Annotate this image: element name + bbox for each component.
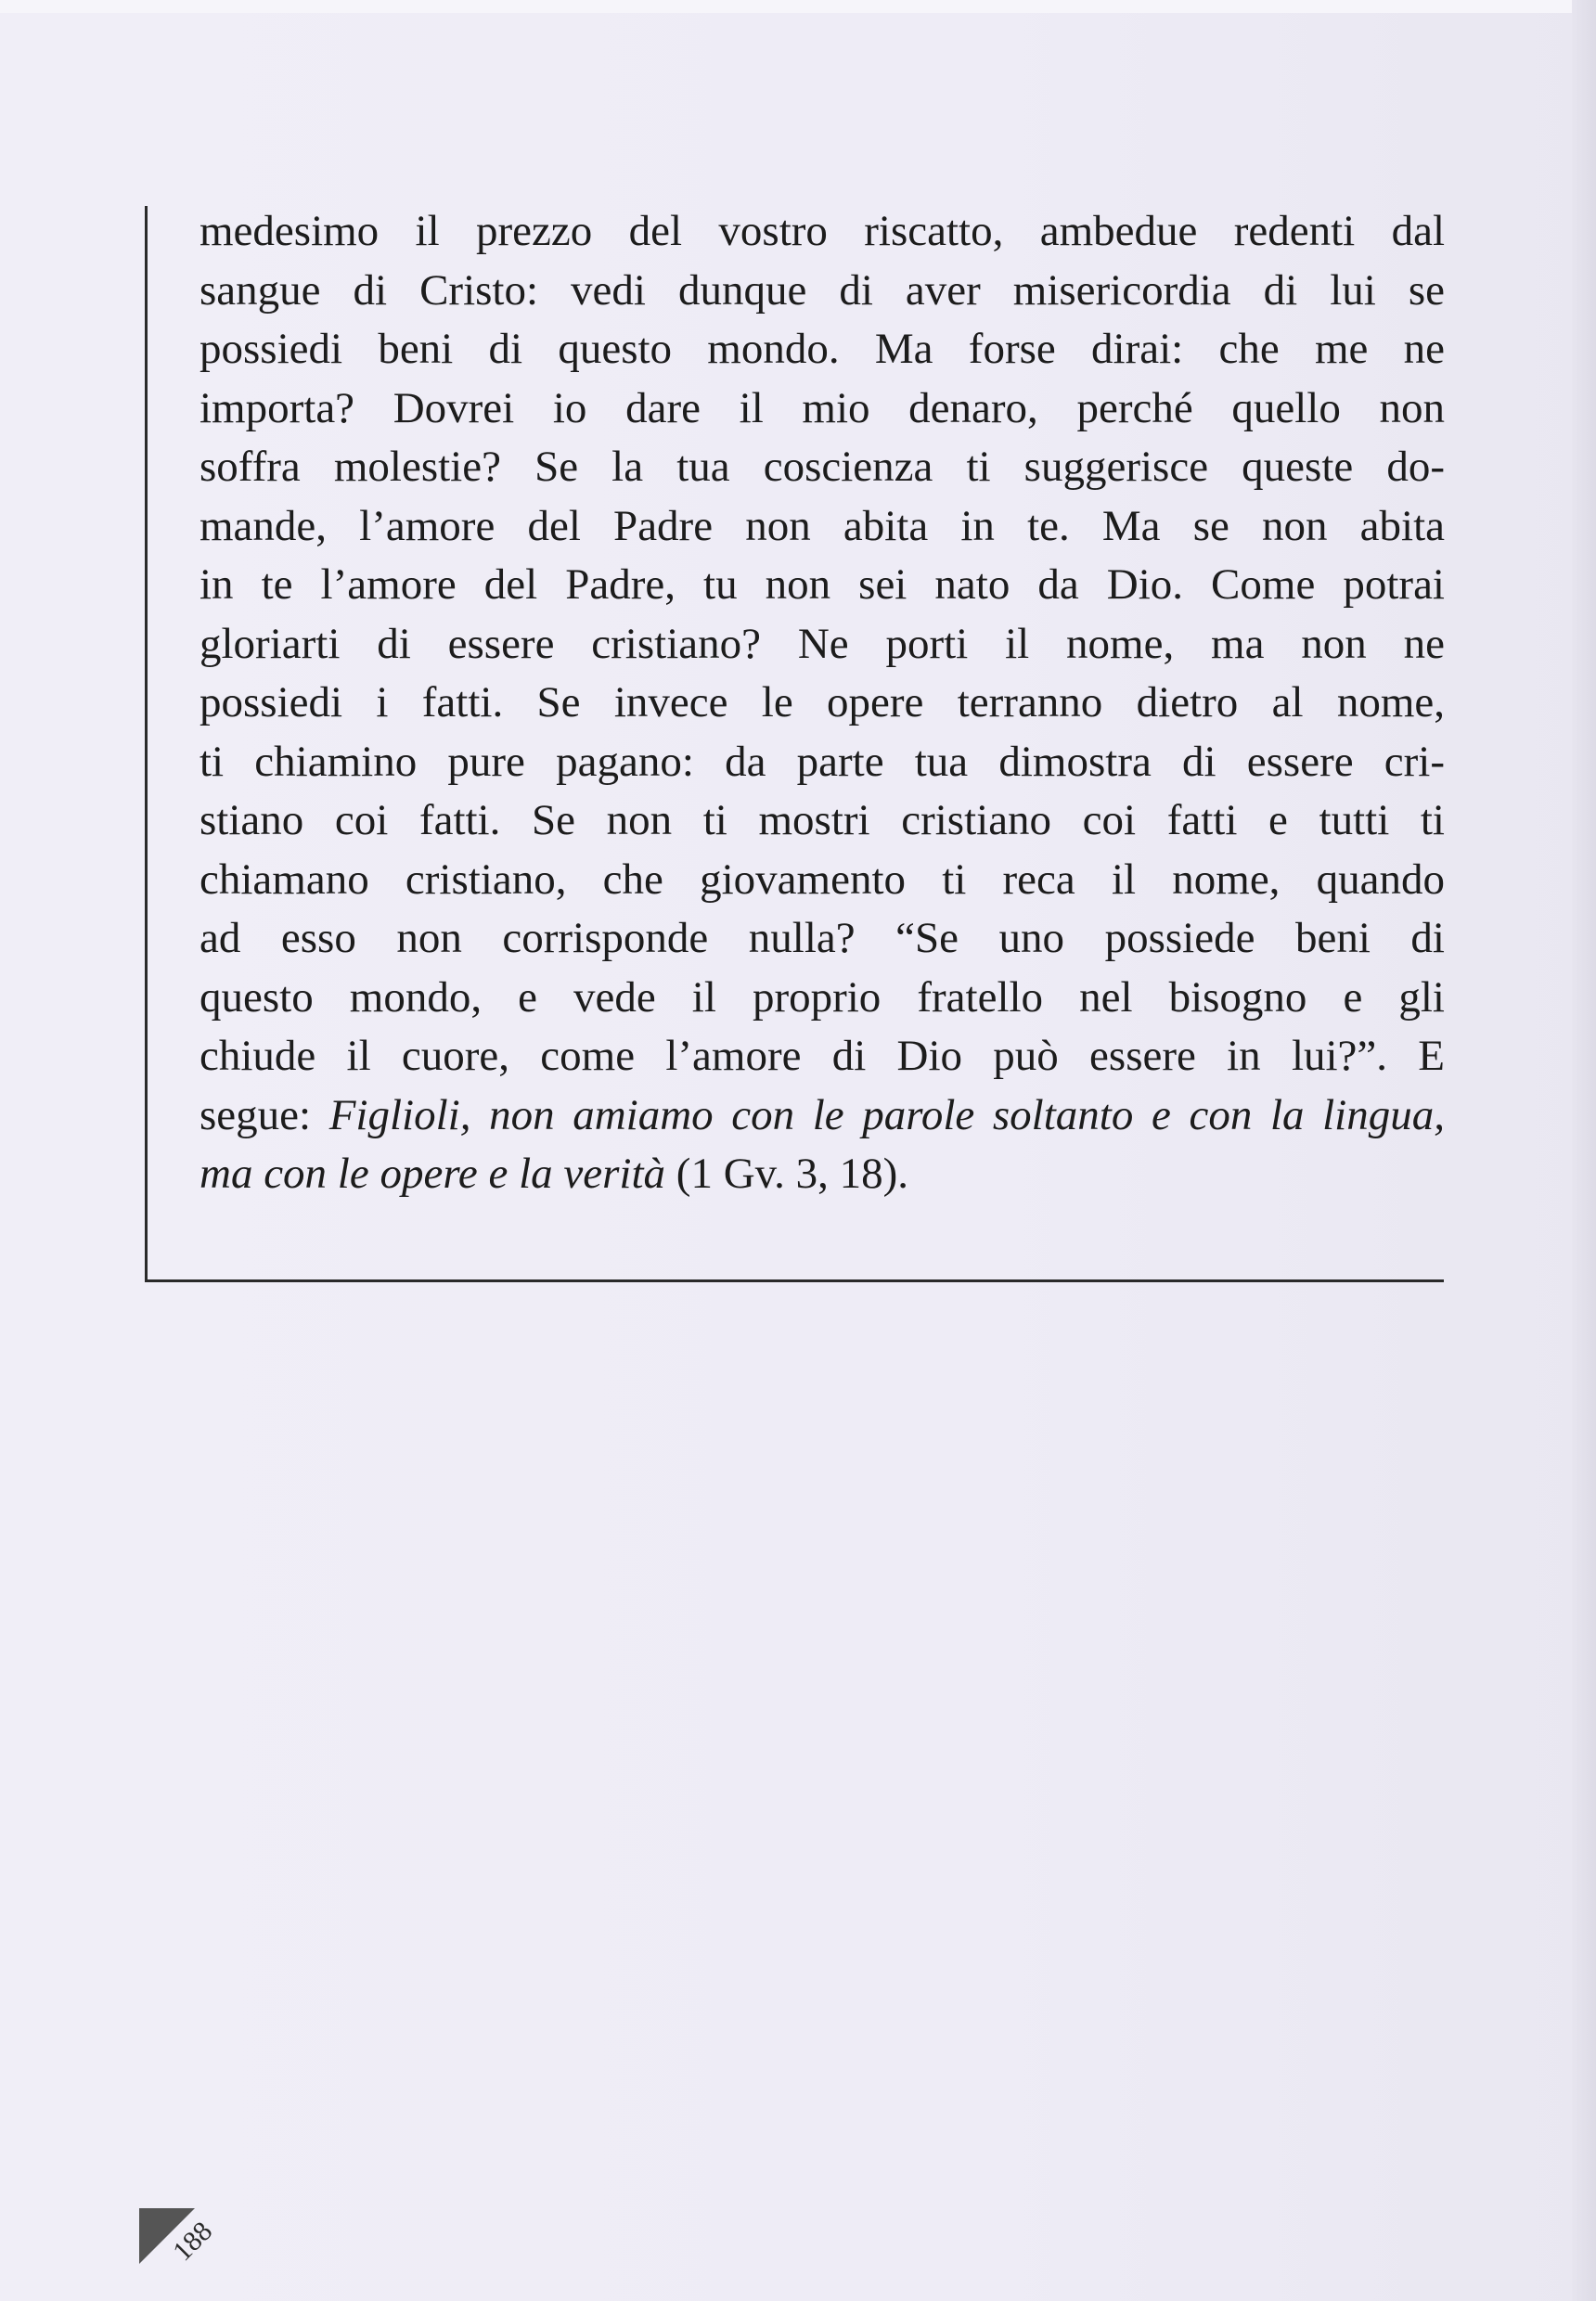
scripture-reference: (1 Gv. 3, 18).: [665, 1150, 908, 1198]
page-number-marker: [139, 2208, 251, 2292]
text-line: ad esso non corrisponde nulla? “Se uno possiede beni di: [200, 914, 1445, 962]
box-bottom-rule: [145, 1279, 1444, 1282]
text-line-mixed: [200, 1145, 1445, 1204]
page-right-edge: [1572, 0, 1596, 2301]
text-line: in te l’amore del Padre, tu non sei nato da Dio. Come potrai: [200, 560, 1445, 609]
text-line: soffra molestie? Se la tua coscienza ti suggerisce queste do-: [200, 443, 1445, 491]
quoted-passage: [200, 202, 1445, 1204]
text-line: stiano coi fatti. Se non ti mostri cristiano coi fatti e tutti ti: [200, 796, 1445, 844]
text-line: ti chiamino pure pagano: da parte tua dimostra di essere cri-: [200, 737, 1445, 786]
text-line: importa? Dovrei io dare il mio denaro, perché quello non: [200, 383, 1445, 432]
text-line: medesimo il prezzo del vostro riscatto, ambedue redenti dal: [200, 207, 1445, 255]
scripture-quote-italic: Figlioli, non amiamo con le parole soltanto e con la lingua,: [328, 1090, 1445, 1139]
text-segment: segue:: [200, 1090, 329, 1139]
text-line-mixed: [200, 1086, 1445, 1146]
text-line: questo mondo, e vede il proprio fratello nel bisogno e gli: [200, 972, 1445, 1022]
text-line: gloriarti di essere cristiano? Ne porti il nome, ma non ne: [200, 619, 1445, 668]
text-line: chiamano cristiano, che giovamento ti reca il nome, quando: [200, 855, 1445, 904]
text-line: possiedi beni di questo mondo. Ma forse dirai: che me ne: [200, 325, 1445, 373]
text-line: sangue di Cristo: vedi dunque di aver misericordia di lui se: [200, 265, 1445, 315]
scripture-quote-italic: ma con le opere e la verità: [200, 1150, 666, 1198]
box-left-rule: [145, 206, 148, 1282]
text-line: mande, l’amore del Padre non abita in te. Ma se non abita: [200, 501, 1445, 550]
page-number: 188: [167, 2216, 219, 2268]
page-top-edge: [0, 0, 1596, 13]
text-line: possiedi i fatti. Se invece le opere terranno dietro al nome,: [200, 678, 1445, 726]
text-line: chiude il cuore, come l’amore di Dio può essere in lui?”. E: [200, 1032, 1445, 1080]
